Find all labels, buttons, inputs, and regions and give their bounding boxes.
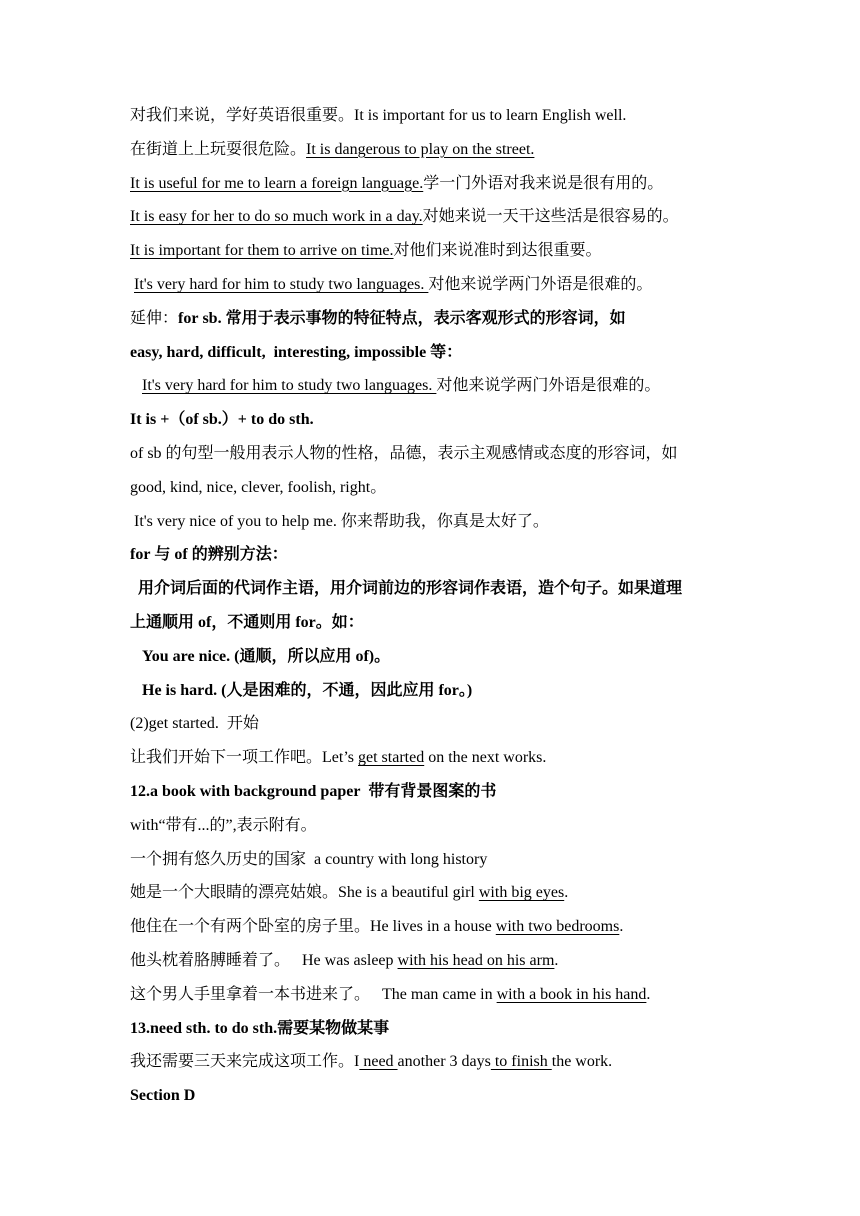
text-segment: for 与 of 的辨别方法：	[130, 546, 288, 564]
text-segment: 在街道上上玩耍很危险。	[130, 140, 307, 158]
text-line	[130, 816, 317, 836]
underlined-text: It is dangerous to play on the street.	[306, 140, 535, 158]
text-segment: (2)get started. 开始	[130, 715, 259, 733]
text-segment: of sb 的句型一般用表示人物的性格，品德，表示主观感情或态度的形容词，如	[130, 445, 678, 462]
text-segment: 对我们来说，学好英语很重要。It is important for us to learn English well.	[130, 107, 627, 124]
text-segment: 这个男人手里拿着一本书进来了。 The man came in	[130, 985, 497, 1003]
underlined-text: with big eyes	[478, 884, 565, 902]
text-segment: You are nice. (通顺，所以应用 of)。	[130, 647, 391, 665]
text-segment: the work.	[551, 1053, 613, 1071]
text-segment: .	[646, 985, 651, 1003]
text-segment: 一个拥有悠久历史的国家 a country with long history	[130, 850, 488, 868]
text-line	[130, 613, 364, 633]
text-segment: 延伸：	[130, 309, 179, 327]
text-segment: 12.a book with background paper 带有背景图案的书	[130, 783, 497, 800]
text-line	[130, 410, 314, 430]
text-line	[130, 985, 650, 1005]
text-segment: for sb. 常用于表示事物的特征特点，表示客观形式的形容词，如	[178, 309, 626, 327]
text-line	[130, 478, 386, 498]
text-line	[130, 275, 652, 295]
text-line	[130, 140, 534, 160]
text-segment: It is +（of sb.）+ to do sth.	[130, 411, 314, 429]
text-line	[130, 545, 288, 565]
text-segment: 用介词后面的代词作主语，用介词前边的形容词作表语，造个句子。如果道理	[130, 580, 683, 598]
text-line	[130, 444, 678, 464]
underlined-text: It is easy for her to do so much work in a day.	[130, 208, 423, 226]
text-segment: 对他来说学两门外语是很难的。	[428, 276, 653, 293]
text-line	[130, 1019, 389, 1039]
text-segment: 13.need sth. to do sth.需要某物做某事	[130, 1019, 390, 1037]
text-line	[130, 883, 568, 903]
text-segment: another 3 days	[397, 1053, 491, 1071]
underlined-text: with his head on his arm	[397, 952, 555, 969]
text-line	[130, 174, 663, 194]
text-line	[130, 951, 558, 971]
underlined-text: get started	[358, 749, 425, 767]
underlined-text: It's very hard for him to study two languages.	[142, 377, 437, 395]
text-segment: 让我们开始下一项工作吧。Let’s	[130, 749, 358, 767]
text-segment: easy, hard, difficult, interesting, impossible 等：	[130, 343, 463, 361]
text-segment: It's very nice of you to help me. 你来帮助我，你真是太好了。	[130, 512, 549, 530]
text-line	[130, 241, 602, 261]
text-line	[130, 1086, 195, 1106]
underlined-text: It's very hard for him to study two languages.	[134, 276, 429, 293]
text-line	[130, 309, 626, 329]
underlined-text: with a book in his hand	[496, 985, 647, 1003]
text-segment: Section D	[130, 1087, 196, 1105]
text-segment: 对他们来说准时到达很重要。	[393, 242, 602, 260]
underlined-text: It is useful for me to learn a foreign language.	[130, 174, 424, 192]
text-line	[130, 512, 549, 532]
text-segment: 对她来说一天干这些活是很容易的。	[422, 208, 679, 226]
text-line	[130, 647, 390, 667]
text-segment: .	[564, 884, 569, 902]
text-line	[130, 748, 546, 768]
text-segment: 他住在一个有两个卧室的房子里。He lives in a house	[130, 918, 496, 936]
text-line	[130, 782, 496, 802]
underlined-text: with two bedrooms	[495, 918, 620, 936]
text-line	[130, 850, 487, 870]
text-line	[130, 106, 626, 126]
text-segment: 上通顺用 of，不通则用 for。如：	[130, 614, 364, 631]
text-line	[130, 376, 660, 396]
text-segment	[130, 377, 142, 394]
text-line	[130, 681, 472, 701]
text-segment: .	[554, 952, 559, 969]
text-segment: on the next works.	[424, 749, 547, 767]
text-segment: 我还需要三天来完成这项工作。I	[130, 1053, 360, 1071]
text-line	[130, 343, 462, 363]
text-line	[130, 579, 682, 599]
text-line	[130, 714, 259, 734]
text-segment: .	[619, 918, 624, 936]
text-segment: with“带有...的”,表示附有。	[130, 816, 317, 834]
text-segment: 学一门外语对我来说是很有用的。	[423, 174, 664, 192]
underlined-text: to finish	[490, 1053, 552, 1071]
text-line	[130, 917, 623, 937]
text-line	[130, 207, 679, 227]
underlined-text: need	[359, 1053, 398, 1071]
text-line	[130, 1052, 612, 1072]
text-segment: He is hard. (人是困难的，不通，因此应用 for。)	[130, 681, 473, 699]
underlined-text: It is important for them to arrive on time.	[130, 242, 394, 260]
text-segment: 对他来说学两门外语是很难的。	[436, 377, 661, 395]
text-segment: good, kind, nice, clever, foolish, right。	[130, 478, 387, 496]
text-segment: 他头枕着胳膊睡着了。 He was asleep	[130, 952, 398, 969]
text-segment: 她是一个大眼睛的漂亮姑娘。She is a beautiful girl	[130, 884, 479, 902]
